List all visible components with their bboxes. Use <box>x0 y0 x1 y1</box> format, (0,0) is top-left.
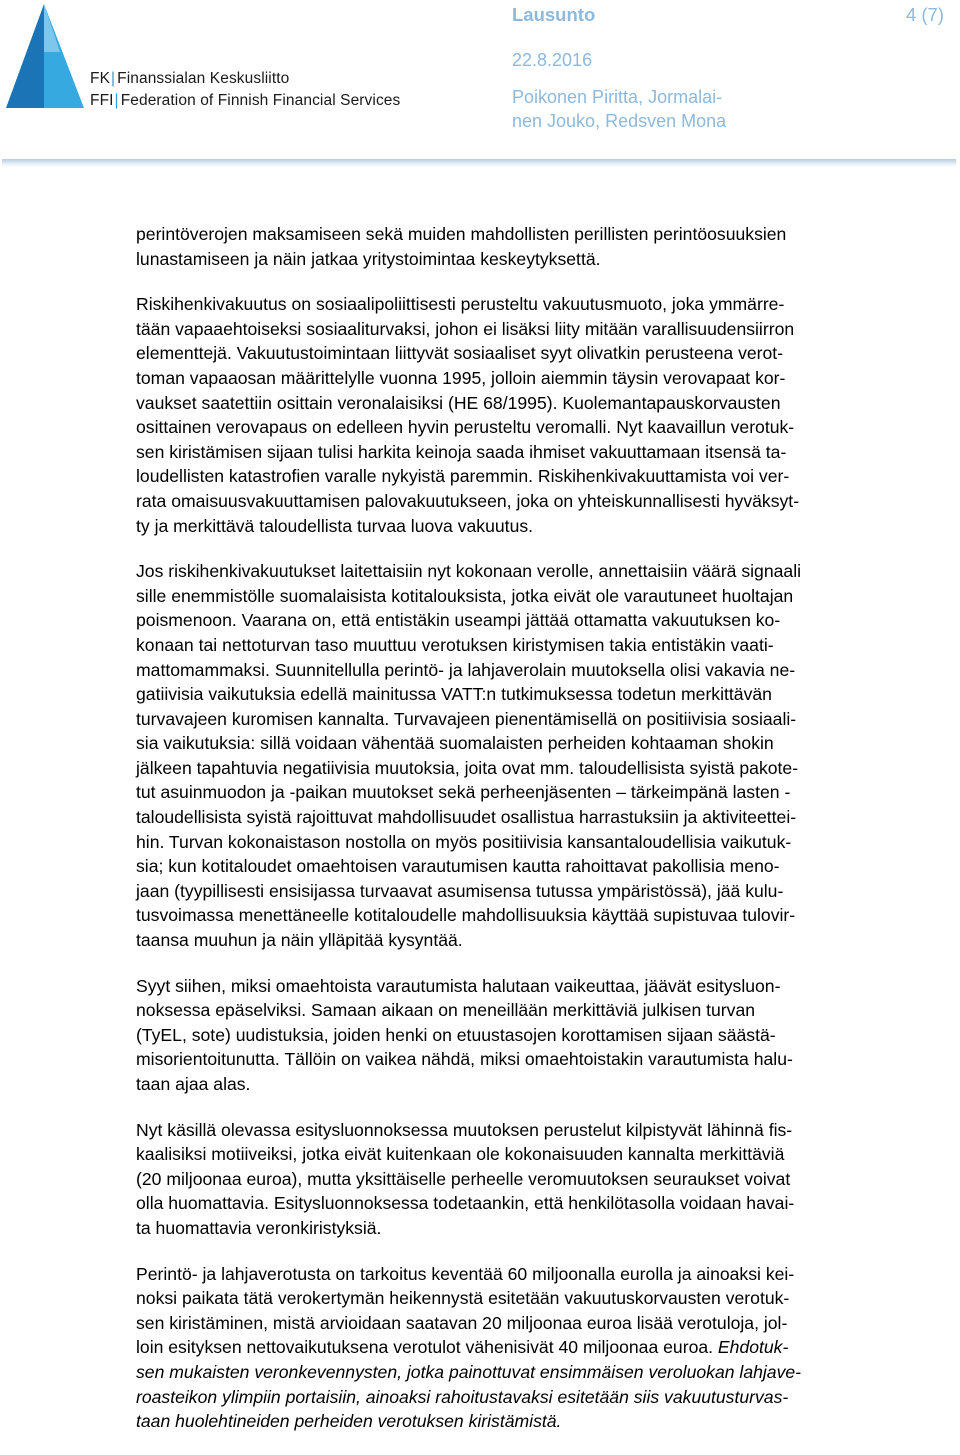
text-line: sille enemmistölle suomalaisista kotitalouksista, jotka eivät ole varautuneet huoltajan <box>136 585 794 606</box>
text-line: olla huomattavia. Esitysluonnoksessa todetaankin, että henkilötasolla voidaan havai- <box>136 1193 795 1214</box>
text-line: sen kiristämisen sijaan tulisi harkita keinoja saada ihmiset vakuuttamaan itsensä ta- <box>136 441 787 462</box>
logo-line-fk <box>90 70 289 88</box>
authors-line: nen Jouko, Redsven Mona <box>512 111 727 131</box>
text-line: Riskihenkivakuutus on sosiaalipoliittisesti perusteltu vakuutusmuoto, joka ymmärre- <box>136 294 785 315</box>
text-line: poismenoon. Vaarana on, että entistäkin useampi jättää ottamatta vakuutuksen ko- <box>136 610 781 631</box>
text-line: (TyEL, sote) uudistuksia, joiden henki on etuustasojen korottamisen sijaan säästä- <box>136 1024 776 1045</box>
paragraph <box>136 1262 956 1434</box>
text-line: Nyt käsillä olevassa esitysluonnoksessa muutoksen perustelut kilpistyvät lähinnä fis- <box>136 1119 793 1140</box>
logo-divider: | <box>114 92 119 109</box>
text-line: kaalisiksi motiiveiksi, jotka eivät kuitenkaan ole kokonaisuuden kannalta merkittäviä <box>136 1144 785 1165</box>
text-line: Jos riskihenkivakuutukset laitettaisiin nyt kokonaan verolle, annettaisiin väärä signaali <box>136 561 802 582</box>
text-line: taan ajaa alas. <box>136 1074 251 1094</box>
text-line: sia; kun kotitaloudet omaehtoisen varautumisen kautta rahoittavat pakollisia meno- <box>136 856 780 877</box>
text-line: gatiivisia vaikutuksia edellä mainitussa VATT:n tutkimuksessa todetun merkittävän <box>136 684 772 705</box>
paragraph <box>136 1118 956 1241</box>
text-line: hin. Turvan kokonaistason nostolla on myös positiivisia kansantaloudellisia vaikutuk- <box>136 831 792 852</box>
text-line <box>136 1335 956 1360</box>
document-date: 22.8.2016 <box>512 50 593 70</box>
text-line: elementtejä. Vakuutustoimintaan liittyvät sosiaaliset syyt olivatkin perusteena verot- <box>136 343 784 364</box>
text-line: tään vapaaehtoiseksi sosiaaliturvaksi, johon ei lisäksi liity mitään varallisuudensiirron <box>136 318 795 339</box>
ffi-logo <box>0 0 420 120</box>
text-line: jälkeen tapahtuvia negatiivisia muutoksia, joita ovat mm. taloudellisista syistä pakote- <box>136 757 799 778</box>
text-line: ta huomattavia veronkiristyksiä. <box>136 1217 382 1238</box>
text-line: taloudellisista syistä rajoittuvat mahdollisuudet osallistua harrastuksiin ja aktiviteettei- <box>136 807 797 828</box>
paragraph <box>136 292 956 538</box>
paragraph <box>136 974 956 1097</box>
text-line: tusvoimassa menettäneelle kotitaloudelle mahdollisuuksia käyttää supistuvaa tulovir- <box>136 905 796 926</box>
text-line: vaukset saatettiin osittain veronalaisiksi (HE 68/1995). Kuolemantapauskorvausten <box>136 392 781 413</box>
paragraph <box>136 559 956 953</box>
document-type: Lausunto <box>512 4 596 25</box>
italic-line: roasteikon ylimpiin portaisiin, ainoaksi rahoitustavaksi esitetään siis vakuutusturvas- <box>136 1386 789 1407</box>
paragraph <box>136 222 956 271</box>
logo-abbr-fk: FK <box>90 70 111 87</box>
logo-divider: | <box>111 70 116 87</box>
logo-line-ffi <box>90 92 400 110</box>
header-divider <box>2 159 956 167</box>
text-line: jaan (tyypillisesti ensisijassa turvaavat asumisensa tutussa ympäristössä), jää kulu- <box>136 880 784 901</box>
page-number: 4 (7) <box>905 4 944 25</box>
text-line: rata omaisuusvakuuttamisen palovakuutukseen, joka on yhteiskunnallisesti hyväksyt- <box>136 490 800 511</box>
italic-fragment: Ehdotuk- <box>717 1337 789 1358</box>
text-line: tut asuinmuodon ja -paikan muutokset sekä perheenjäsenten – tärkeimpänä lasten - <box>136 782 791 803</box>
logo-mark-icon <box>0 0 100 112</box>
text-line: (20 miljoonaa euroa), mutta yksittäiselle perheelle veromuutoksen seuraukset voivat <box>136 1168 791 1189</box>
text-line: toman vapaaosan määrittelylle vuonna 1995, jolloin aiemmin täysin verovapaat kor- <box>136 367 786 388</box>
text-line: sia vaikutuksia: sillä voidaan vähentää suomalaisten perheiden kohtaaman shokin <box>136 733 774 754</box>
text-line: loudellisten katastrofien varalle nykyistä paremmin. Riskihenkivakuuttamista voi ver- <box>136 466 790 487</box>
italic-line: sen mukaisten veronkevennysten, jotka painottuvat ensimmäisen veroluokan lahjave- <box>136 1361 802 1382</box>
document-body <box>136 222 956 1455</box>
document-authors <box>512 85 726 133</box>
logo-name-ffi: Federation of Finnish Financial Services <box>120 92 401 109</box>
text-line: osittainen verovapaus on edelleen hyvin perusteltu veromalli. Nyt kaavaillun verotuk- <box>136 417 795 438</box>
text-line: taansa muuhun ja näin ylläpitää kysyntää. <box>136 930 463 951</box>
text-line: noksi paikata tätä verokertymän heikennystä esitetään vakuutuskorvausten verotuk- <box>136 1288 790 1309</box>
text-line: Syyt siihen, miksi omaehtoista varautumista halutaan vaikeuttaa, jäävät esitysluon- <box>136 975 781 996</box>
text-fragment: loin esityksen nettovaikutuksena verotulot vähenisivät 40 miljoonaa euroa. <box>136 1337 714 1358</box>
text-line: turvavajeen kuromisen kannalta. Turvavajeen pienentämisellä on positiivisia sosiaali- <box>136 708 797 729</box>
text-line: konaan tai nettoturvan taso muuttuu verotuksen kiristymisen takia entistäkin vaati- <box>136 634 774 655</box>
text-line: perintöverojen maksamiseen sekä muiden mahdollisten perillisten perintöosuuksien <box>136 224 787 244</box>
text-line: ty ja merkittävä taloudellista turvaa luova vakuutus. <box>136 515 534 536</box>
text-line: noksessa epäselviksi. Samaan aikaan on meneillään merkittäviä julkisen turvan <box>136 1000 756 1021</box>
italic-line: taan huolehtineiden perheiden verotuksen kiristämistä. <box>136 1411 562 1432</box>
text-line: sen kiristäminen, mistä arvioidaan saatavan 20 miljoonaa euroa lisää verotuloja, jol- <box>136 1312 788 1333</box>
logo-abbr-ffi: FFI <box>90 92 114 109</box>
logo-name-fk: Finanssialan Keskusliitto <box>117 70 290 87</box>
text-line: Perintö- ja lahjaverotusta on tarkoitus keventää 60 miljoonalla eurolla ja ainoaksi kei- <box>136 1263 795 1284</box>
text-line: misorientoitunutta. Tällöin on vaikea nähdä, miksi omaehtoistakin varautumista halu- <box>136 1049 793 1070</box>
authors-line: Poikonen Piritta, Jormalai- <box>512 87 723 107</box>
text-line: lunastamiseen ja näin jatkaa yritystoimintaa keskeytyksettä. <box>136 248 601 269</box>
text-line: mattomammaksi. Suunnitellulla perintö- ja lahjaverolain muutoksella olisi vakavia ne- <box>136 659 796 680</box>
